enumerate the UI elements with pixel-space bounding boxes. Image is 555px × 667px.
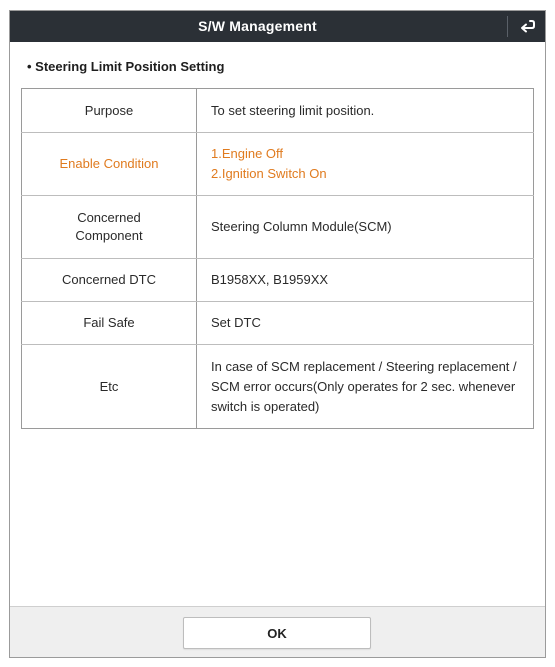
row-value-line: In case of SCM replacement / Steering replacement / — [211, 358, 517, 374]
row-label — [22, 345, 197, 429]
info-table — [21, 88, 534, 429]
row-label-line: Etc — [99, 378, 119, 394]
title-bar — [10, 11, 545, 42]
row-value — [197, 196, 534, 259]
row-value-line: To set steering limit position. — [211, 102, 375, 118]
row-label-line: Concerned DTC — [62, 272, 156, 287]
row-label-line: Fail Safe — [83, 315, 135, 330]
row-label — [22, 302, 197, 345]
row-value — [197, 89, 534, 133]
sw-management-window — [9, 10, 546, 658]
row-label-line: Purpose — [84, 102, 134, 118]
back-button[interactable] — [509, 11, 545, 42]
row-label-line: Concerned — [77, 210, 141, 225]
section-title: • Steering Limit Position Setting — [27, 59, 225, 74]
row-value-line: 1.Engine Off — [211, 146, 284, 161]
bottom-bar — [10, 606, 545, 658]
table-row — [22, 196, 534, 259]
table-row — [22, 302, 534, 345]
ok-button[interactable]: OK — [183, 617, 371, 649]
table-row — [22, 345, 534, 429]
table-row — [22, 89, 534, 133]
row-label-line: Enable Condition — [59, 156, 159, 171]
row-value-line: switch is operated) — [211, 398, 320, 414]
table-row — [22, 259, 534, 302]
row-value-line: 2.Ignition Switch On — [211, 166, 327, 181]
row-value — [197, 133, 534, 196]
row-value — [197, 345, 534, 429]
table-row — [22, 133, 534, 196]
row-label-line: Component — [75, 228, 143, 243]
row-label — [22, 133, 197, 196]
row-value — [197, 259, 534, 302]
row-value-line: B1958XX, B1959XX — [211, 272, 329, 287]
title-divider — [507, 16, 508, 37]
row-label — [22, 259, 197, 302]
row-value-line: Steering Column Module(SCM) — [211, 219, 392, 234]
row-value-line: SCM error occurs(Only operates for 2 sec. whenever — [211, 378, 516, 394]
row-label — [22, 89, 197, 133]
row-value-line: Set DTC — [211, 315, 261, 330]
row-label — [22, 196, 197, 259]
row-value — [197, 302, 534, 345]
return-arrow-icon — [518, 19, 536, 35]
window-title: S/W Management — [198, 18, 317, 34]
